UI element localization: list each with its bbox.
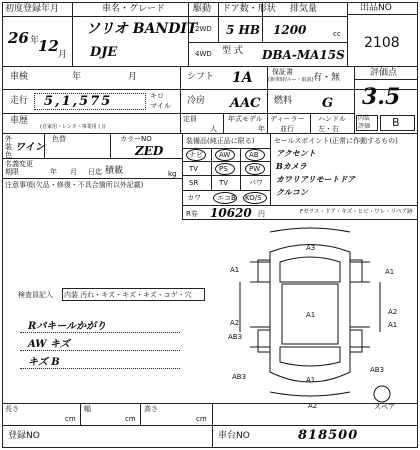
equip-power: パワ [249, 179, 263, 187]
equip-pw: PW [249, 165, 261, 173]
circle-pw [245, 163, 265, 175]
shaken-month-unit: 月 [128, 72, 138, 82]
sales-point-item-1: アクセント [276, 148, 316, 158]
diagram-spare-label: スペア [374, 403, 395, 411]
diagram-a1-right2: A1 [388, 321, 398, 329]
chassis-no-value: 818500 [298, 428, 359, 443]
dealer-sub: 並行 [280, 125, 294, 133]
fuel-label: 燃料 [274, 96, 293, 106]
mileage-unit-mile: マイル [150, 102, 171, 110]
color-code-label: カラーNO [120, 135, 152, 143]
equip-kos: KO/S [245, 194, 262, 202]
car-grade-label: 車名・グレード [102, 4, 166, 14]
inspector-label: 検査員記入 [18, 291, 53, 299]
glass-label: Fガラス・ドア・キズ・ヒビ・ワレ・リペア跡 [300, 209, 413, 215]
circle-navi [186, 149, 206, 161]
sales-point-label: セールスポイント(正常に作動するもの) [274, 137, 398, 145]
inspector-note-2: AW キズ [28, 339, 70, 350]
ext-color-value: ワイン [15, 142, 45, 153]
sales-point-item-2: Bカメラ [276, 161, 307, 171]
door-label: ドア数・形状 [222, 4, 276, 14]
warranty-options: 有・無 [313, 73, 341, 83]
inspector-note-3: キズ B [28, 357, 60, 368]
inspector-note-1: Rパキールかがり [28, 321, 107, 332]
diagram-a2-bottom: A2 [308, 402, 318, 410]
diagram-a3-top: A3 [306, 244, 316, 252]
diagram-a2-left: A2 [230, 319, 240, 327]
diagram-a1-left: A1 [230, 266, 240, 274]
ac-label: 冷房 [187, 96, 206, 106]
equip-navi: ナビ [189, 151, 203, 159]
drive-label: 駆動 [193, 4, 212, 14]
load-label: 積載 [105, 166, 124, 176]
diagram-a2-right: A2 [388, 308, 398, 316]
cc-unit: cc [333, 30, 341, 38]
chassis-no-label: 車台NO [218, 431, 250, 441]
history-label: 車歴 [10, 116, 29, 126]
name-change-day: 日迄 [88, 168, 102, 176]
dealer-label: ディーラー [270, 115, 305, 123]
interior-label: 内装 [358, 115, 371, 122]
color-code-value: ZED [135, 144, 164, 158]
color-change-label: 色替 [52, 135, 66, 143]
mileage-label: 走行 [10, 96, 29, 106]
year-unit: 年 [30, 36, 40, 46]
mileage-unit-km: キロ [150, 92, 164, 100]
history-sub: (自家用・レンタ・事業用 ( )) [40, 124, 106, 130]
sales-point-item-4: クルコン [276, 187, 308, 197]
shaken-label: 車検 [10, 72, 29, 82]
length-unit: cm [65, 415, 76, 423]
name-change-month: 月 [70, 168, 77, 176]
notes-label: 注意事項(欠品・修復・不具合箇所以外記載) [5, 181, 144, 189]
diagram-ab3-bottom-left: AB3 [232, 373, 247, 381]
circle-aw [215, 149, 235, 161]
r-ticket-label: R券 [186, 210, 198, 218]
sales-point-item-3: カワリアリモートドア [276, 174, 356, 184]
diagram-a1-right: A1 [385, 268, 395, 276]
drive-2wd: 2WD [195, 25, 212, 33]
equip-ab: AB [249, 151, 259, 159]
reg-no-label: 登録NO [8, 431, 40, 441]
model-year-unit: 年 [258, 125, 265, 133]
width-unit: cm [125, 415, 136, 423]
diagram-ab3-right: AB3 [370, 366, 385, 374]
diagram-a1-mid: A1 [306, 311, 316, 319]
ext-color-label: 外装色 [5, 135, 12, 159]
shift-label: シフト [187, 72, 215, 82]
name-change-label: 名義変更期限 [5, 160, 33, 176]
car-name-value: ソリオ BANDIT [86, 21, 198, 37]
capacity-unit: 人 [210, 125, 217, 133]
equip-eco: エコB [217, 194, 236, 202]
reg-year-value: 26 [8, 29, 29, 47]
capacity-label: 定員 [183, 115, 197, 123]
fuel-value: G [322, 96, 334, 111]
inspector-tags: 内装 汚れ・キズ・キズ・キズ・コゲ・穴 [64, 291, 192, 299]
height-label: 高さ [144, 405, 158, 413]
warranty-label: 保証書 [272, 68, 293, 76]
equipment-label: 装備品(純正品に限る) [186, 137, 255, 145]
equip-aw: AW [219, 151, 231, 159]
displacement-label: 排気量 [290, 4, 318, 14]
r-ticket-value: 10620 [210, 206, 252, 220]
shaken-year-unit: 年 [72, 72, 82, 82]
height-unit: cm [196, 415, 207, 423]
interior-sub: 評価 [358, 123, 371, 130]
handle-value: 左・右 [318, 125, 339, 133]
lot-value: 2108 [364, 35, 400, 51]
width-label: 幅 [84, 405, 91, 413]
door-value: 5 HB [226, 23, 261, 37]
month-unit: 月 [58, 50, 68, 60]
car-damage-diagram [210, 222, 415, 412]
model-value: DBA-MA15S [262, 48, 345, 62]
model-year-label: 年式モデル [228, 115, 263, 123]
diagram-a1-bottom: A1 [306, 376, 316, 384]
load-unit: kg [168, 170, 177, 178]
grade-value: DJE [90, 45, 118, 60]
equip-tv: TV [219, 179, 229, 187]
circle-ps [215, 163, 235, 175]
circle-ab [245, 149, 265, 161]
interior-value: B [392, 116, 400, 129]
score-value: 3.5 [362, 84, 401, 110]
model-label: 型 式 [222, 46, 243, 56]
reg-year-label: 初度登録年月 [5, 4, 60, 14]
warranty-sub: (新車時/ルー・取説) [268, 77, 314, 83]
drive-4wd: 4WD [195, 50, 212, 58]
shift-value: 1A [232, 70, 253, 86]
length-label: 長さ [5, 405, 19, 413]
handle-label: ハンドル [318, 115, 346, 123]
name-change-year: 年 [50, 168, 57, 176]
lot-label: 出品NO [360, 3, 392, 13]
diagram-ab3-left: AB3 [228, 333, 243, 341]
equip-ps: PS [219, 165, 228, 173]
equip-leather: カワ [187, 194, 201, 202]
reg-month-value: 12 [38, 37, 59, 55]
ac-value: AAC [230, 96, 261, 111]
score-label: 評価点 [370, 68, 398, 78]
equip-tv-top: TV [189, 165, 199, 173]
displacement-value: 1200 [273, 23, 307, 37]
mileage-value: 5,1,575 [44, 94, 113, 109]
equip-sr: SR [189, 179, 199, 187]
circle-kos [243, 192, 267, 204]
circle-eco [213, 192, 237, 204]
r-ticket-unit: 円 [258, 210, 265, 218]
